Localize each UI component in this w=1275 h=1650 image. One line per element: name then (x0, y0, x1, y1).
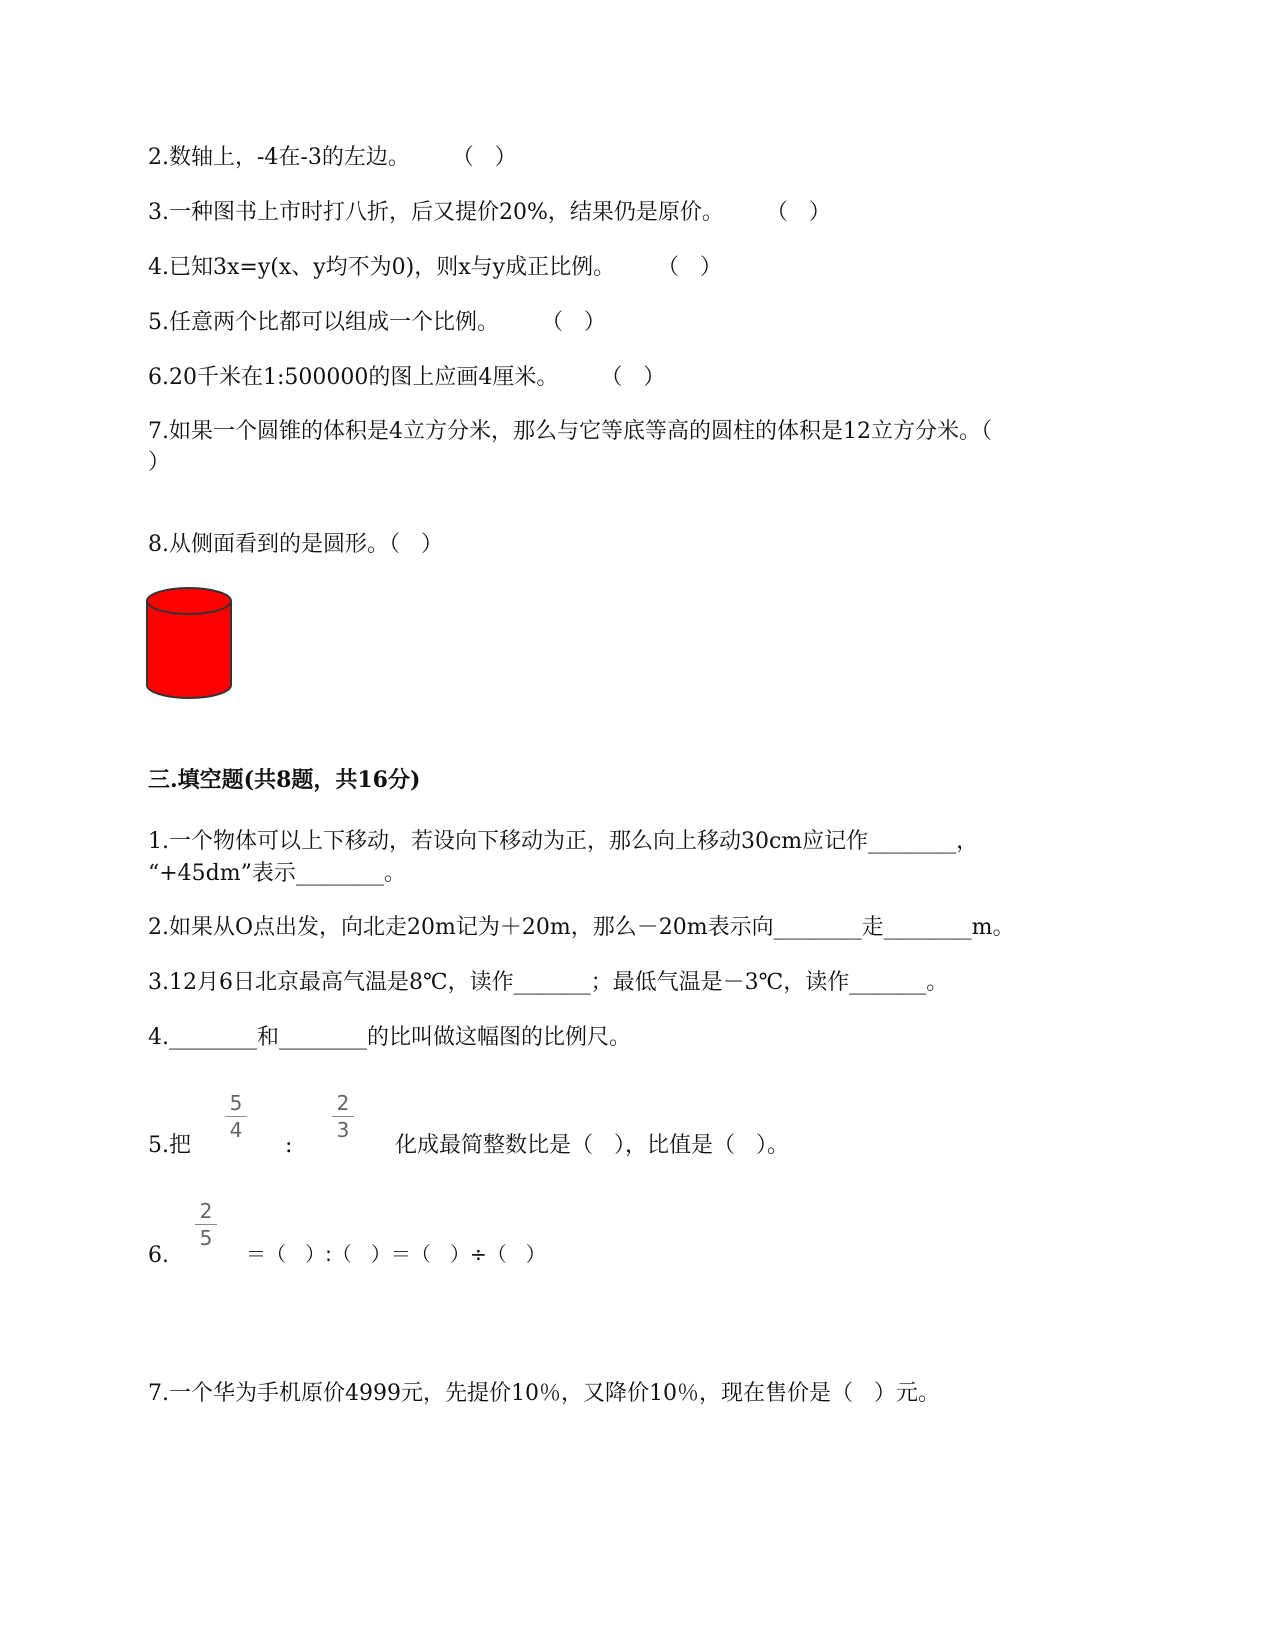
cylinder-top (147, 588, 231, 614)
fraction-denominator: 4 (229, 1118, 243, 1142)
fraction-two-fifths (191, 1200, 221, 1249)
fill-question-1-line-2: “+45dm”表示________。 (148, 861, 406, 886)
judge-question-5: 5.任意两个比都可以组成一个比例。 （ ） (148, 310, 606, 335)
fill-question-5-colon: : (285, 1133, 293, 1158)
fill-question-5-suffix: 化成最简整数比是（ ），比值是（ ）。 (395, 1133, 789, 1158)
fraction-bar (332, 1116, 354, 1117)
fraction-bar (195, 1224, 217, 1225)
cylinder-body (147, 601, 231, 698)
fraction-numerator: 2 (199, 1199, 213, 1223)
fraction-five-fourths (221, 1092, 251, 1141)
red-cylinder-figure (143, 585, 235, 705)
fill-question-4: 4.________和________的比叫做这幅图的比例尺。 (148, 1025, 631, 1050)
judge-question-3: 3.一种图书上市时打八折，后又提价20%，结果仍是原价。 （ ） (148, 200, 831, 225)
fraction-numerator: 2 (336, 1091, 350, 1115)
fill-question-6-prefix: 6. (148, 1243, 169, 1268)
judge-question-7-line-1: 7.如果一个圆锥的体积是4立方分米，那么与它等底等高的圆柱的体积是12立方分米。（ (148, 419, 992, 444)
fill-question-5-prefix: 5.把 (148, 1133, 191, 1158)
judge-question-4: 4.已知3x=y(x、y均不为0)，则x与y成正比例。 （ ） (148, 255, 723, 280)
judge-question-8: 8.从侧面看到的是圆形。（ ） (148, 532, 443, 557)
judge-question-2: 2.数轴上，-4在-3的左边。 （ ） (148, 145, 517, 170)
fraction-denominator: 5 (199, 1226, 213, 1250)
fill-question-6-suffix: ＝（ ）:（ ）＝（ ）÷（ ） (246, 1242, 546, 1266)
section-heading-fill-in: 三.填空题(共8题，共16分) (148, 767, 421, 793)
fraction-denominator: 3 (336, 1118, 350, 1142)
fraction-numerator: 5 (229, 1091, 243, 1115)
fill-question-7: 7.一个华为手机原价4999元，先提价10％，又降价10％，现在售价是（ ）元。 (148, 1381, 940, 1406)
fill-question-1-line-1: 1.一个物体可以上下移动，若设向下移动为正，那么向上移动30cm应记作________， (148, 829, 979, 854)
judge-question-6: 6.20千米在1:500000的图上应画4厘米。 （ ） (148, 365, 666, 390)
fill-question-3: 3.12月6日北京最高气温是8℃，读作_______；最低气温是－3℃，读作_______。 (148, 970, 949, 995)
fraction-bar (225, 1116, 247, 1117)
fraction-two-thirds (328, 1092, 358, 1141)
judge-question-7-line-2: ） (148, 450, 171, 475)
fill-question-2: 2.如果从O点出发，向北走20m记为＋20m，那么－20m表示向________走________m。 (148, 915, 1015, 940)
